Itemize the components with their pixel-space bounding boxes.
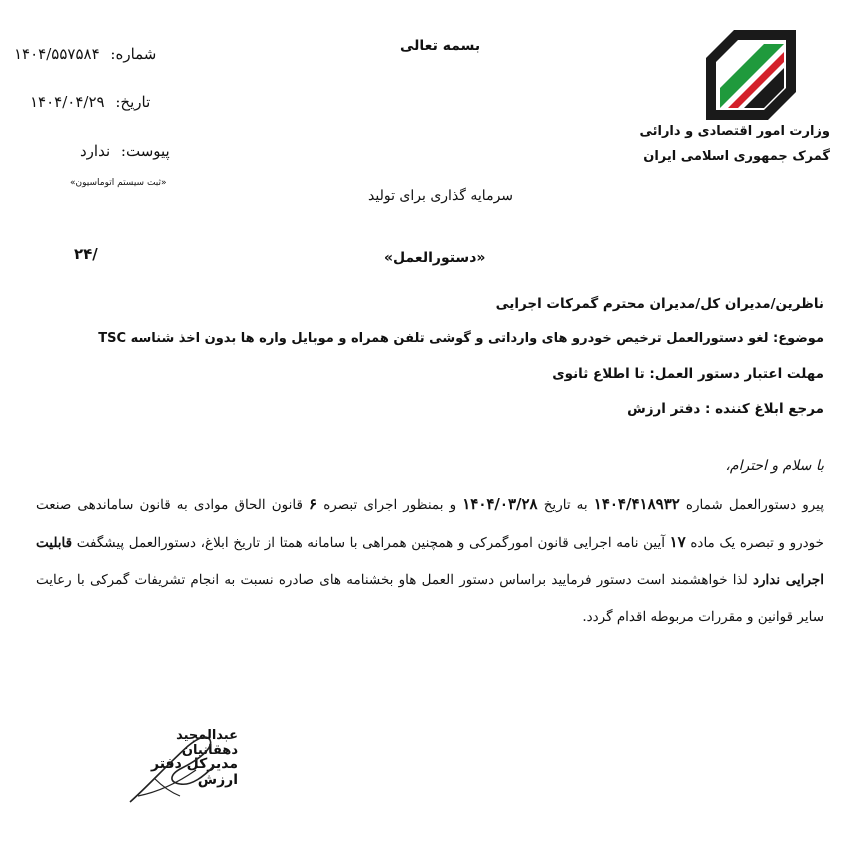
date-value: ۱۴۰۴/۰۴/۲۹ xyxy=(30,93,105,111)
attachment-label: پیوست: xyxy=(120,142,170,160)
number-value: ۱۴۰۴/۵۵۷۵۸۴ xyxy=(14,45,100,63)
attachment-value: ندارد xyxy=(80,142,111,160)
signature-icon xyxy=(118,726,228,806)
ref-instruction-number: ۱۴۰۴/۴۱۸۹۳۲ xyxy=(593,495,680,513)
number-label: شماره: xyxy=(110,45,157,63)
body-text-5: آیین نامه اجرایی قانون امورگمرکی و همچنین همراهی با سامانه همتا از تاریخ ابلاغ، دستورالعمل پیشگفت xyxy=(76,535,666,551)
addressee: ناظرین/مدیران کل/مدیران محترم گمرکات اجرایی xyxy=(495,296,824,312)
validity: مهلت اعتبار دستور العمل: تا اطلاع ثانوی xyxy=(552,366,824,382)
customs-logo-icon xyxy=(706,30,796,120)
body-text-4: قانون الحاق موادی به قانون ساماندهی صنعت خودرو و تبصره یک ماده xyxy=(36,497,824,551)
document-title: «دستورالعمل» xyxy=(384,250,486,266)
body-bold-text: قابلیت اجرایی ندارد xyxy=(36,535,824,588)
signature-scribble xyxy=(118,726,228,810)
signatory-position: مدیرکل دفتر ارزش xyxy=(150,756,238,788)
system-note: «ثبت سیستم اتوماسیون» xyxy=(70,178,167,188)
body-paragraph xyxy=(36,486,824,636)
slogan: سرمایه گذاری برای تولید xyxy=(368,188,514,204)
bismillah: بسمه تعالی xyxy=(400,38,481,54)
reference-number: ۲۴/ xyxy=(74,245,98,263)
issuer: مرجع ابلاغ کننده : دفتر ارزش xyxy=(627,401,824,417)
body-text-3: و بمنظور اجرای تبصره xyxy=(323,497,457,513)
body-text-1: پیرو دستورالعمل شماره xyxy=(685,497,824,513)
body-text-6: لذا خواهشمند است دستور فرمایید براساس دستور العمل هاو بخشنامه های صادره نسبت به انجام تشریفات گمرکی با رعایت سایر قوانین و مقررات مربوطه اقدام گردد. xyxy=(36,572,824,625)
note-number: ۶ xyxy=(309,495,318,513)
ministry-name: وزارت امور اقتصادی و دارائی xyxy=(639,124,830,139)
subject: موضوع: لغو دستورالعمل ترخیص خودرو های وارداتی و گوشی تلفن همراه و موبایل واره ها بدون اخذ شناسه TSC xyxy=(98,331,824,346)
customs-logo xyxy=(706,30,796,120)
signatory-name: عبدالمجید دهقانیان xyxy=(176,728,238,758)
date-label: تاریخ: xyxy=(115,93,151,111)
letter-number xyxy=(14,45,156,63)
customs-name: گمرک جمهوری اسلامی ایران xyxy=(643,149,830,164)
greeting: با سلام و احترام، xyxy=(725,458,824,474)
article-number: ۱۷ xyxy=(669,533,686,551)
body-text-2: به تاریخ xyxy=(543,497,588,513)
letter-date xyxy=(30,93,150,111)
ref-instruction-date: ۱۴۰۴/۰۳/۲۸ xyxy=(462,495,538,513)
letter-attachment xyxy=(80,142,170,160)
